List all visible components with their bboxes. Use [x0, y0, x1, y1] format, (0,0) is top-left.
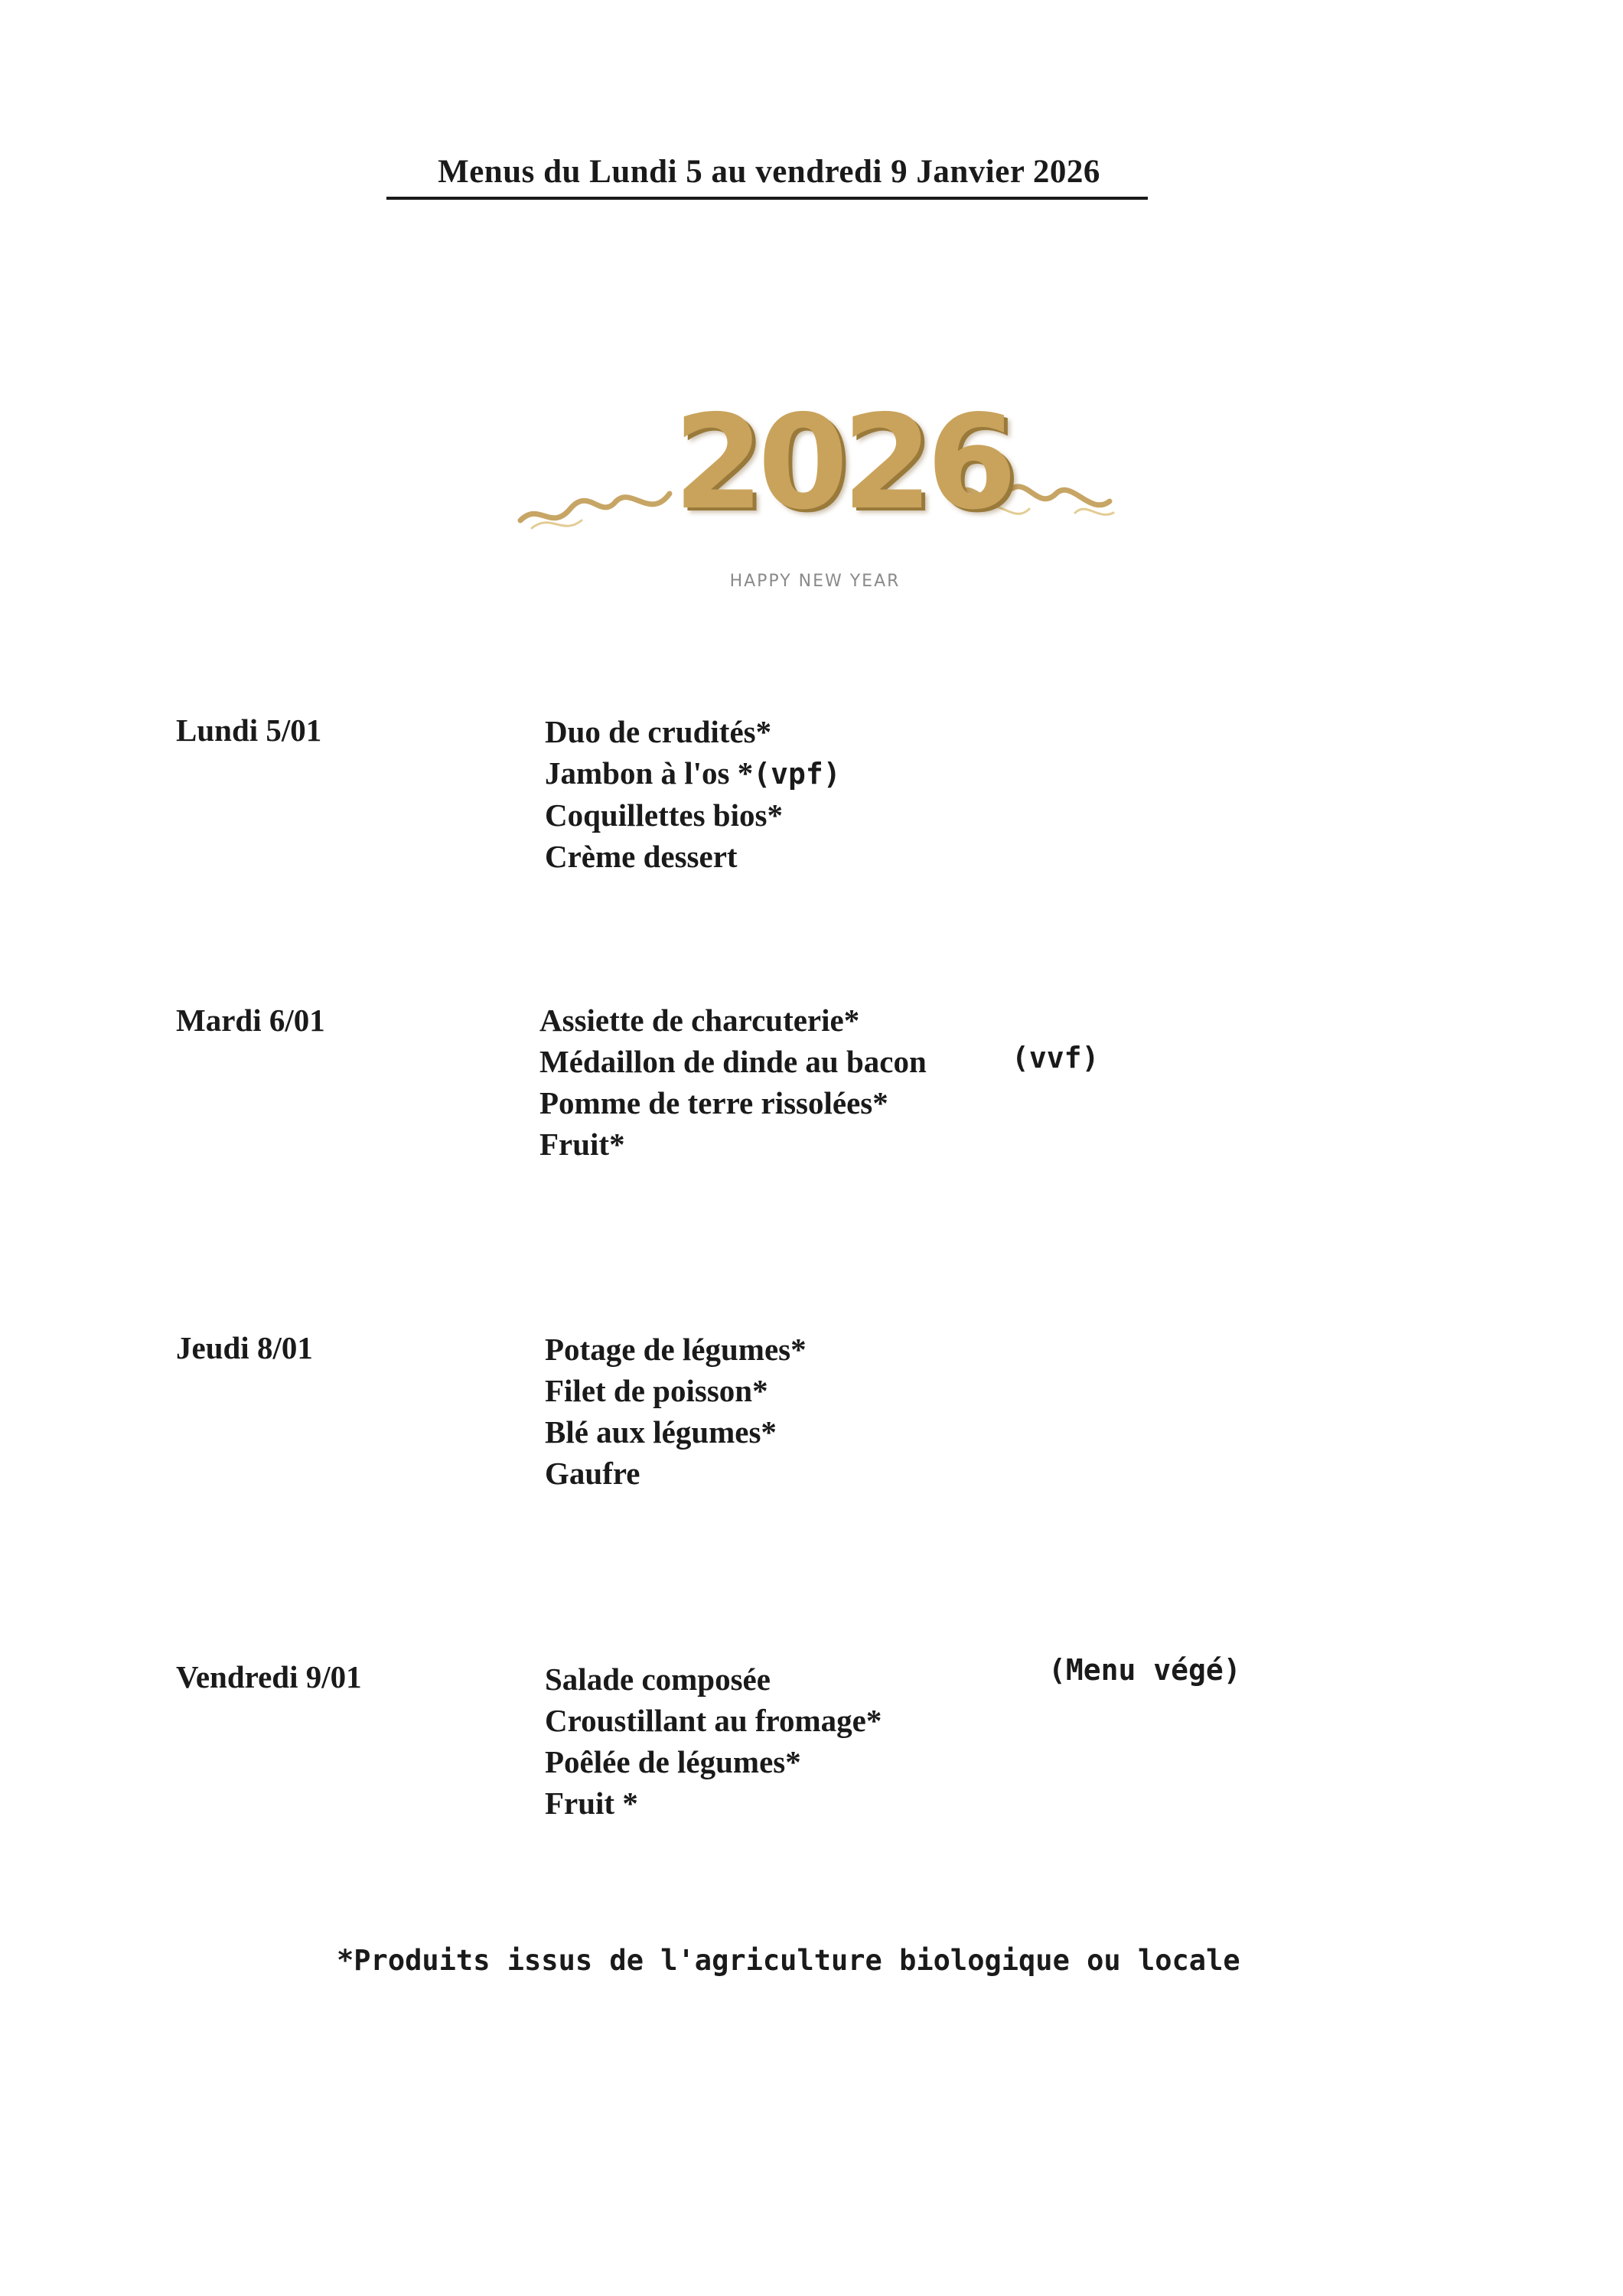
- dish-item: Poêlée de légumes*: [545, 1744, 801, 1779]
- dish-item: Assiette de charcuterie*: [539, 1003, 860, 1038]
- dish-item: Gaufre: [545, 1456, 640, 1491]
- dish-item: Potage de légumes*: [545, 1332, 807, 1367]
- dish-item: Médaillon de dinde au bacon: [539, 1044, 927, 1079]
- dish-item: Blé aux légumes*: [545, 1414, 777, 1450]
- day-label-lundi: Lundi 5/01: [176, 713, 322, 748]
- page-title: Menus du Lundi 5 au vendredi 9 Janvier 2026: [438, 154, 1100, 190]
- dish-item: Fruit*: [539, 1127, 625, 1162]
- dish-note: (Menu végé): [1048, 1653, 1241, 1687]
- dish-note: (vpf): [753, 757, 841, 791]
- day-label-jeudi: Jeudi 8/01: [176, 1330, 313, 1365]
- dish-item: Filet de poisson*: [545, 1373, 768, 1408]
- dish-item: Duo de crudités*: [545, 714, 772, 749]
- dish-item: Coquillettes bios*: [545, 797, 783, 833]
- new-year-logo: [509, 386, 1121, 616]
- menu-list-mardi: [539, 1000, 927, 1165]
- dish-item: Crème dessert: [545, 839, 738, 874]
- menu-list-vendredi: [545, 1658, 882, 1824]
- dish-item: Salade composée: [545, 1662, 771, 1697]
- title-underline: [386, 197, 1148, 200]
- dish-text: Jambon à l'os *: [545, 755, 754, 791]
- dish-item: Fruit *: [545, 1786, 638, 1821]
- logo-year: 2026: [673, 387, 1012, 539]
- dish-item: Croustillant au fromage*: [545, 1703, 882, 1738]
- menu-list-jeudi: [545, 1329, 807, 1494]
- logo-tagline: HAPPY NEW YEAR: [729, 572, 901, 591]
- menu-list-lundi: [545, 711, 841, 877]
- dish-item: Pomme de terre rissolées*: [539, 1085, 888, 1120]
- dish-note: (vvf): [1012, 1041, 1100, 1075]
- day-label-mardi: Mardi 6/01: [176, 1003, 325, 1038]
- day-label-vendredi: Vendredi 9/01: [176, 1659, 362, 1694]
- dish-item: [545, 752, 841, 794]
- footer-note: *Produits issus de l'agriculture biologique ou locale: [337, 1944, 1240, 1977]
